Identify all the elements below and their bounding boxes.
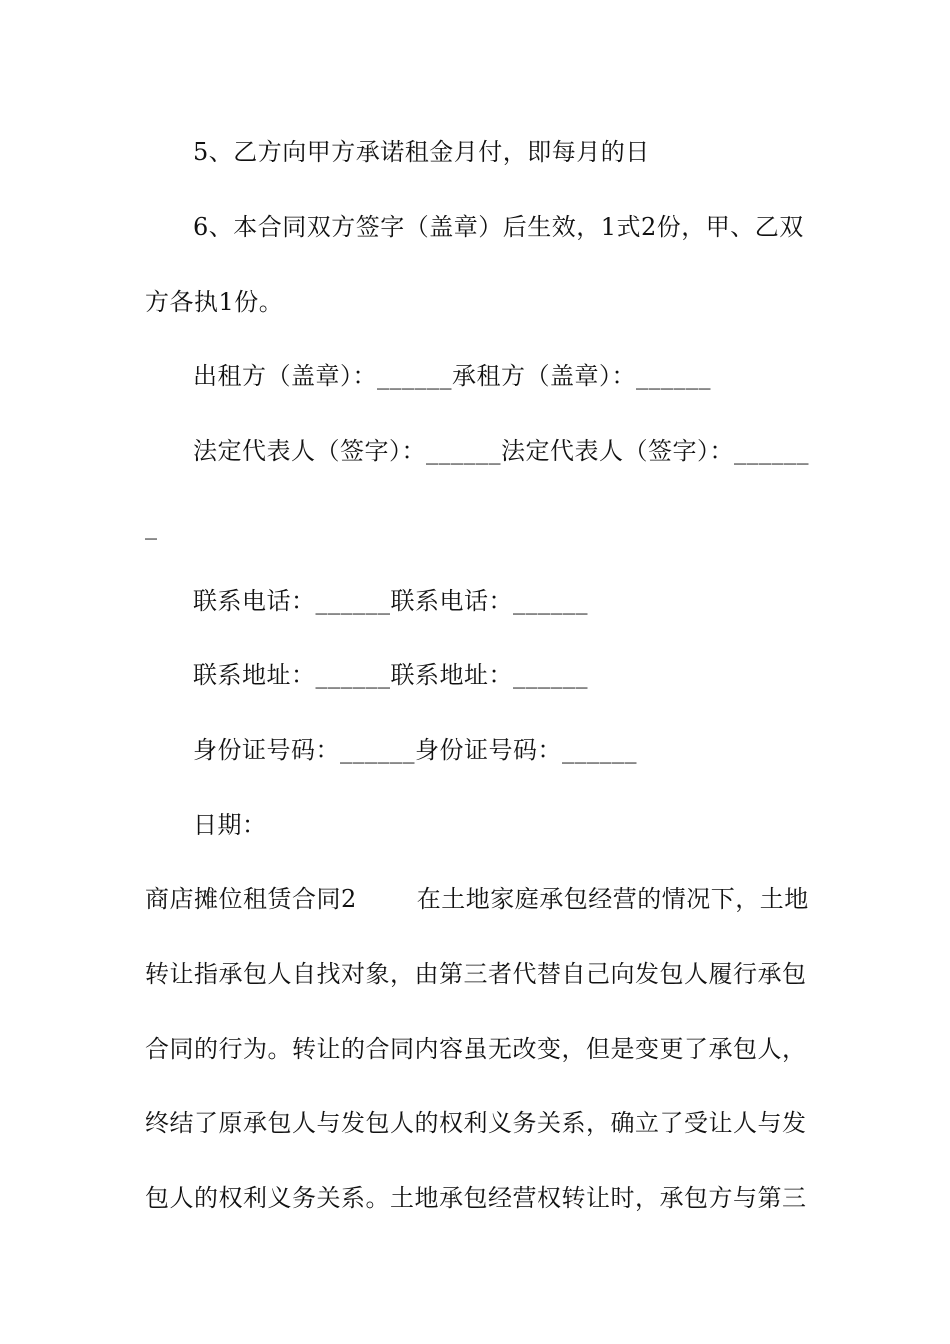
clause-5: 5、乙方向甲方承诺租金月付，即每月的日 [193,138,650,166]
id-number-line: 身份证号码：______身份证号码：______ [193,736,637,764]
paragraph-line-4: 终结了原承包人与发包人的权利义务关系，确立了受让人与发 [145,1109,807,1137]
date-line: 日期： [193,811,267,839]
paragraph-line-2: 转让指承包人自找对象，由第三者代替自己向发包人履行承包 [145,960,807,988]
section-2-heading-line [145,883,810,915]
section-2-intro: 在土地家庭承包经营的情况下，土地 [416,885,809,913]
clause-6-continued: 方各执1份。 [145,288,284,316]
phone-line: 联系电话：______联系电话：______ [193,587,588,615]
address-line: 联系地址：______联系地址：______ [193,661,588,689]
legal-representative-line: 法定代表人（签字）：______法定代表人（签字）：______ [193,437,809,465]
paragraph-line-5: 包人的权利义务关系。土地承包经营权转让时，承包方与第三 [145,1184,807,1212]
paragraph-line-3: 合同的行为。转让的合同内容虽无改变，但是变更了承包人， [145,1035,807,1063]
clause-6: 6、本合同双方签字（盖章）后生效，1式2份，甲、乙双 [193,213,804,241]
section-2-title: 商店摊位租赁合同2 [145,885,357,913]
signature-seal-line: 出租方（盖章）：______承租方（盖章）：______ [193,362,711,390]
legal-representative-underscore: _ [145,512,158,540]
